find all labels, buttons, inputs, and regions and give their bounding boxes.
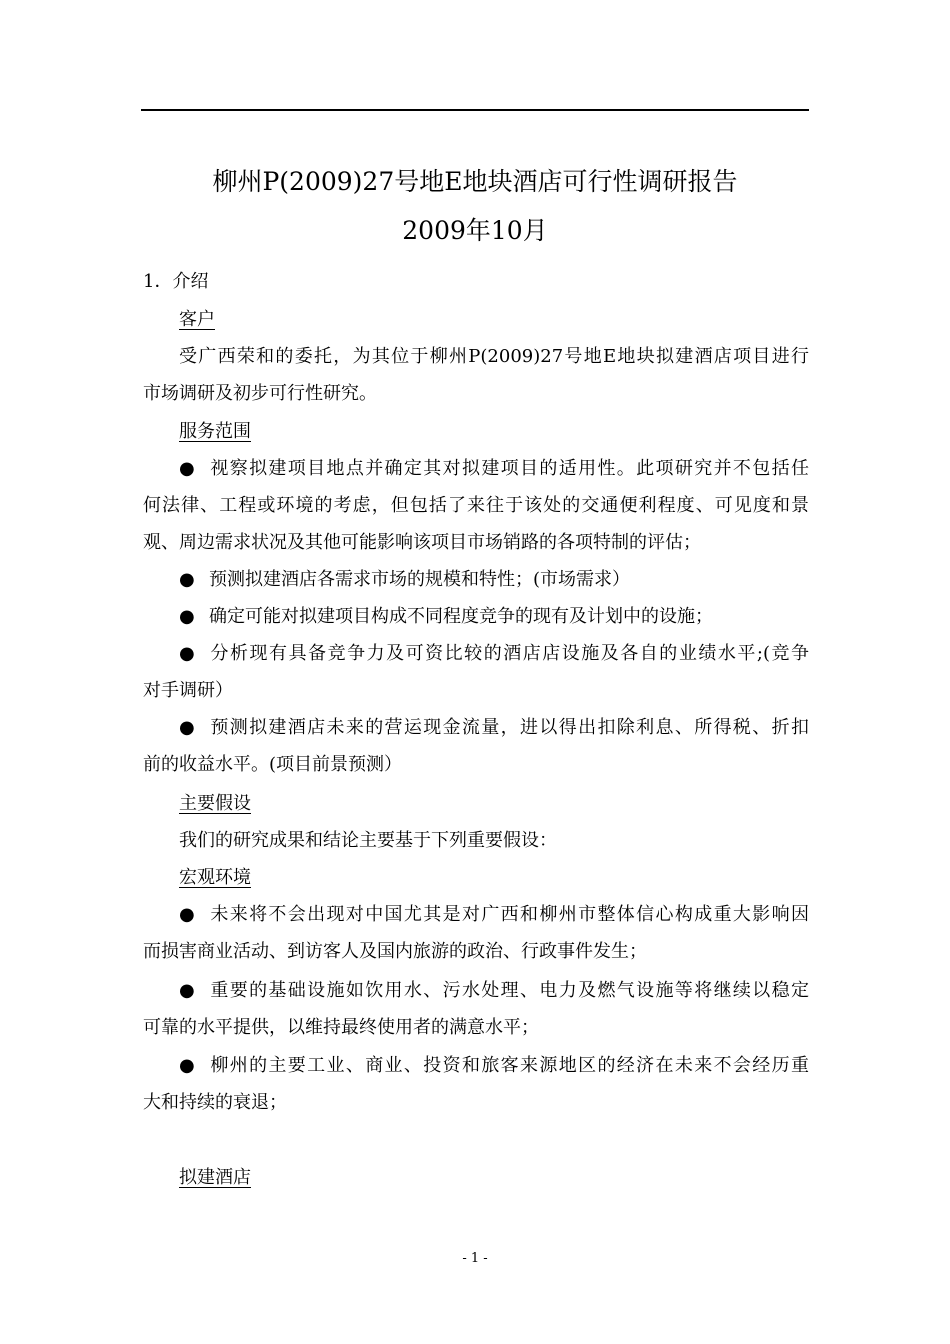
macro-item-text: 柳州的主要工业、商业、投资和旅客来源地区的经济在未来不会经历重: [209, 1055, 809, 1076]
heading-scope: 服务范围: [179, 421, 251, 442]
bullet-icon: ●: [179, 569, 195, 590]
heading-client: 客户: [179, 309, 215, 330]
scope-item-continuation: 对手调研）: [143, 680, 233, 701]
macro-item-continuation: 而损害商业活动、到访客人及国内旅游的政治、行政事件发生；: [143, 941, 647, 962]
bullet-icon: ●: [179, 1055, 195, 1076]
scope-item: [179, 568, 809, 592]
client-text-line: 市场调研及初步可行性研究。: [143, 383, 377, 404]
section-introduction: 1．介绍: [143, 271, 209, 292]
scope-item-text: 确定可能对拟建项目构成不同程度竞争的现有及计划中的设施；: [209, 606, 713, 627]
macro-item: [179, 979, 809, 1003]
scope-item-text: 预测拟建酒店未来的营运现金流量，进以得出扣除利息、所得税、折扣: [209, 717, 809, 738]
bullet-icon: ●: [179, 643, 195, 664]
scope-item: [179, 605, 809, 629]
document-date: 2009年10月: [402, 216, 548, 245]
scope-item: [179, 642, 809, 666]
bullet-icon: ●: [179, 980, 195, 1001]
page-number: - 1 -: [462, 1251, 488, 1266]
scope-item-text: 视察拟建项目地点并确定其对拟建项目的适用性。此项研究并不包括任: [209, 458, 809, 479]
bullet-icon: ●: [179, 717, 195, 738]
macro-item: [179, 903, 809, 927]
scope-item-continuation: 前的收益水平。(项目前景预测）: [143, 754, 403, 775]
heading-macro-environment: 宏观环境: [179, 867, 251, 888]
heading-proposed-hotel: 拟建酒店: [179, 1167, 251, 1188]
client-text-line: 受广西荣和的委托，为其位于柳州P(2009)27号地E地块拟建酒店项目进行: [179, 346, 809, 367]
macro-item-text: 未来将不会出现对中国尤其是对广西和柳州市整体信心构成重大影响因: [209, 904, 809, 925]
scope-item: [179, 716, 809, 740]
scope-item-continuation: 何法律、工程或环境的考虑，但包括了来往于该处的交通便利程度、可见度和景: [143, 495, 809, 516]
scope-item-text: 分析现有具备竞争力及可资比较的酒店店设施及各自的业绩水平;(竞争: [209, 643, 809, 664]
macro-item-continuation: 可靠的水平提供，以维持最终使用者的满意水平；: [143, 1017, 539, 1038]
scope-item-continuation: 观、周边需求状况及其他可能影响该项目市场销路的各项特制的评估；: [143, 532, 701, 553]
scope-item: [179, 457, 809, 481]
bullet-icon: ●: [179, 606, 195, 627]
assumptions-intro: 我们的研究成果和结论主要基于下列重要假设：: [179, 830, 557, 851]
header-rule: [141, 109, 809, 111]
bullet-icon: ●: [179, 904, 195, 925]
macro-item: [179, 1054, 809, 1078]
document-title: 柳州P(2009)27号地E地块酒店可行性调研报告: [212, 167, 738, 196]
macro-item-continuation: 大和持续的衰退；: [143, 1092, 287, 1113]
macro-item-text: 重要的基础设施如饮用水、污水处理、电力及燃气设施等将继续以稳定: [209, 980, 809, 1001]
heading-assumptions: 主要假设: [179, 793, 251, 814]
bullet-icon: ●: [179, 458, 195, 479]
scope-item-text: 预测拟建酒店各需求市场的规模和特性；(市场需求）: [209, 569, 631, 590]
